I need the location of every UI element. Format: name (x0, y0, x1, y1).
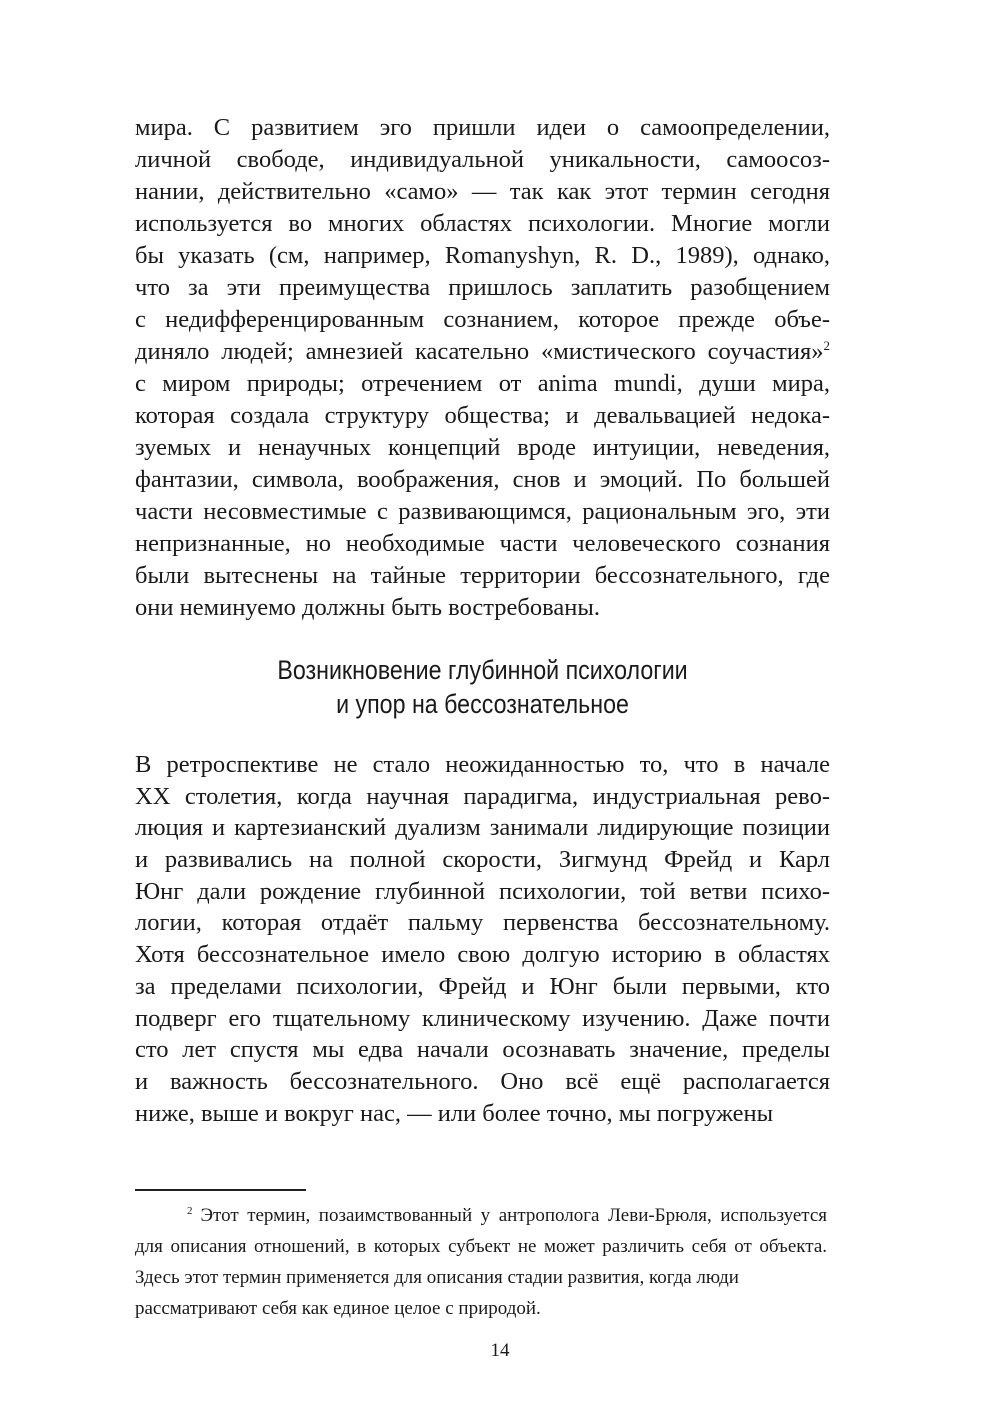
footnote-line: для описания отношений, в которых субъект не может различить себя от объекта. (135, 1236, 827, 1257)
text-line (135, 812, 830, 844)
line-text: были вытеснены на тайные территории бессознательного, где (135, 562, 830, 589)
line-text: фантазии, символа, воображения, снов и эмоций. По большей (135, 466, 830, 493)
body-paragraph-2 (135, 749, 830, 1129)
text-line (135, 781, 830, 813)
line-text: ниже, выше и вокруг нас, — или более точно, мы погружены (135, 1099, 774, 1127)
text-line (135, 528, 830, 560)
line-text: с недифференцированным сознанием, которое прежде объе- (135, 306, 830, 333)
line-text: которая создала структуру общества; и девальвацией недока- (135, 402, 830, 429)
text-line (135, 844, 830, 876)
line-text: сто лет спустя мы едва начали осознавать значение, пределы (135, 1036, 830, 1064)
footnote-text: Этот термин, позаимствованный у антрополога Леви-Брюля, используется (200, 1205, 827, 1226)
text-line (135, 272, 830, 304)
line-text: XX столетия, когда научная парадигма, индустриальная рево- (135, 782, 830, 810)
footnote-number: 2 (187, 1205, 193, 1217)
body-paragraph-1 (135, 112, 830, 624)
text-line (135, 876, 830, 908)
line-text: и важность бессознательного. Оно всё ещё располагается (135, 1067, 830, 1095)
text-line (135, 592, 830, 624)
page-number: 14 (490, 1340, 510, 1361)
line-text: люция и картезианский дуализм занимали лидирующие позиции (135, 814, 830, 842)
line-text: они неминуемо должны быть востребованы. (135, 594, 600, 621)
line-text: что за эти преимущества пришлось заплатить разобщением (135, 274, 830, 301)
line-text: с миром природы; отречением от anima mundi, души мира, (135, 370, 830, 397)
line-text: В ретроспективе не стало неожиданностью то, что в начале (135, 751, 830, 778)
footnote-line: рассматривают себя как единое целое с природой. (135, 1298, 541, 1319)
text-line (135, 400, 830, 432)
line-text: Юнг дали рождение глубинной психологии, той ветви психо- (135, 877, 830, 905)
text-line (135, 144, 830, 176)
text-line (135, 176, 830, 208)
line-text: личной свободе, индивидуальной уникальности, самоосоз- (135, 146, 830, 173)
text-line (135, 907, 830, 939)
footnote-divider (135, 1189, 306, 1191)
text-line (135, 368, 830, 400)
text-line (135, 939, 830, 971)
line-text: используется во многих областях психологии. Многие могли (135, 210, 830, 237)
line-text: непризнанные, но необходимые части человеческого сознания (135, 530, 830, 557)
text-line (135, 464, 830, 496)
line-text: зуемых и ненаучных концепций вроде интуиции, неведения, (135, 434, 830, 461)
line-text: логии, которая отдаёт пальму первенства бессознательному. (135, 909, 830, 937)
text-line (135, 1034, 830, 1066)
heading-line-1: Возникновение глубинной психологии (277, 655, 688, 685)
footnote-line: Здесь этот термин применяется для описания стадии развития, когда люди (135, 1267, 739, 1288)
line-text: диняло людей; амнезией касательно «мистического соучастия» (135, 338, 824, 365)
text-line (135, 432, 830, 464)
text-line (135, 240, 830, 272)
line-text: за пределами психологии, Фрейд и Юнг были первыми, кто (135, 972, 830, 1000)
text-line (135, 496, 830, 528)
text-line (135, 560, 830, 592)
text-line (135, 304, 830, 336)
text-line (135, 1066, 830, 1098)
line-text: части несовместимые с развивающимся, рациональным эго, эти (135, 498, 830, 525)
line-text: Хотя бессознательное имело свою долгую историю в областях (135, 941, 830, 969)
text-line (135, 112, 830, 144)
text-line (135, 1003, 830, 1035)
line-text: мира. С развитием эго пришли идеи о самоопределении, (135, 114, 830, 141)
line-text: нании, действительно «само» — так как этот термин сегодня (135, 178, 830, 205)
heading-line-2: и упор на бессознательное (336, 689, 629, 719)
text-line (135, 208, 830, 240)
text-line (135, 336, 830, 368)
footnote-line (135, 1200, 827, 1231)
line-text: подверг его тщательному клиническому изучению. Даже почти (135, 1004, 830, 1032)
section-heading (135, 653, 830, 721)
footnote-reference[interactable]: 2 (823, 338, 830, 353)
text-line (135, 749, 830, 781)
footnote (135, 1200, 827, 1324)
text-line (135, 971, 830, 1003)
line-text: и развивались на полной скорости, Зигмунд Фрейд и Карл (135, 846, 830, 874)
text-line (135, 1098, 830, 1130)
line-text: бы указать (см, например, Romanyshyn, R. D., 1989), однако, (135, 242, 830, 269)
